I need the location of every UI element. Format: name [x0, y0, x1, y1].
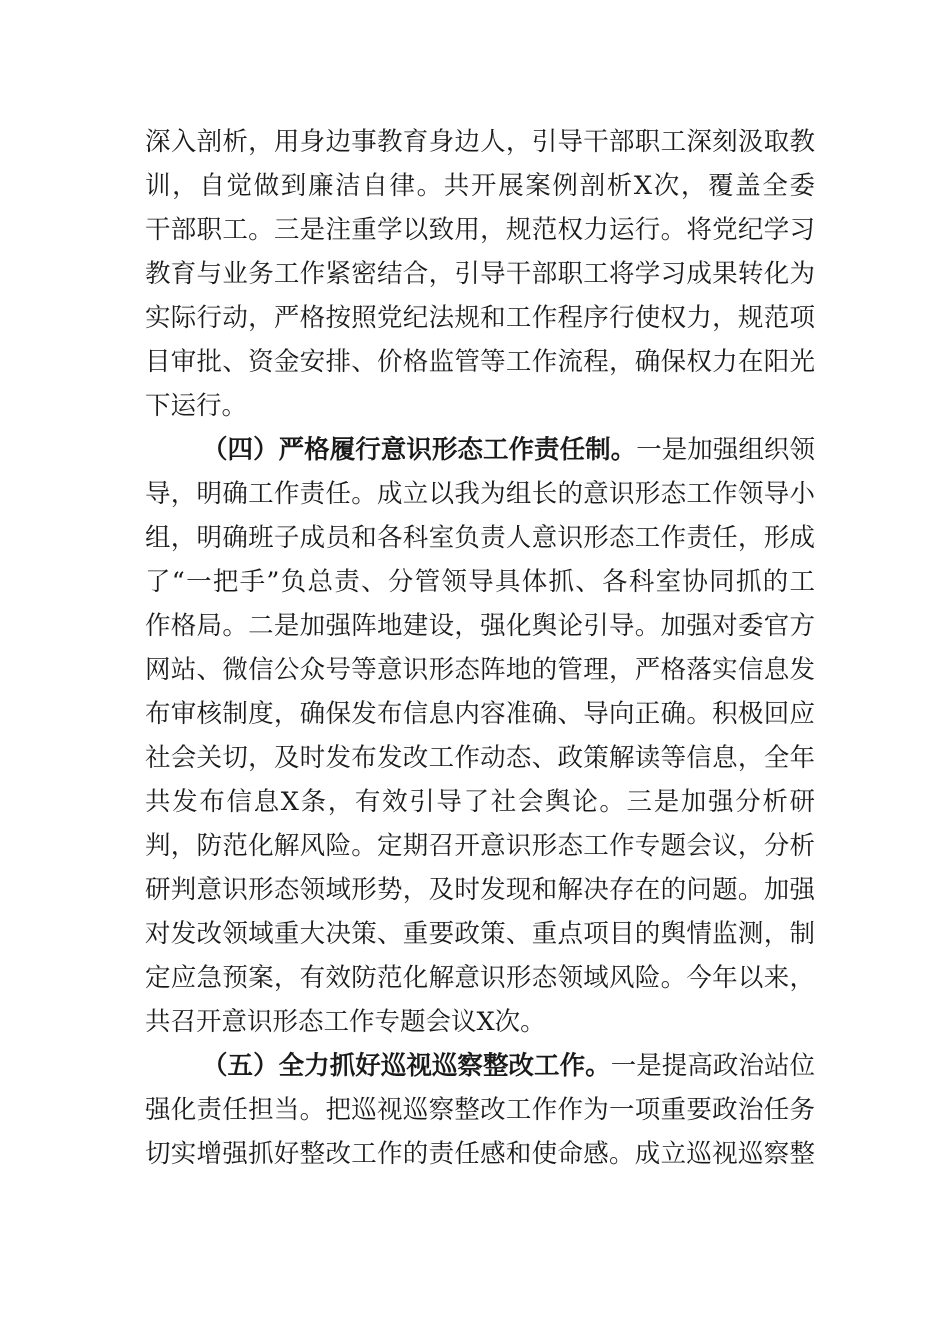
- text-line: [145, 472, 815, 516]
- line-text: 对发改领域重大决策、重要政策、重点项目的舆情监测，制: [145, 919, 815, 949]
- text-line: [145, 956, 815, 1000]
- line-text: 目审批、资金安排、价格监管等工作流程，确保权力在阳光: [145, 347, 815, 377]
- text-line: [145, 560, 815, 604]
- line-text: 下运行。: [145, 391, 248, 421]
- line-text: 实际行动，严格按照党纪法规和工作程序行使权力，规范项: [145, 303, 815, 333]
- text-line: [145, 604, 815, 648]
- line-text: 作格局。二是加强阵地建设，强化舆论引导。加强对委官方: [145, 611, 815, 641]
- line-text: 研判意识形态领域形势，及时发现和解决存在的问题。加强: [145, 875, 815, 905]
- line-text: 了“一把手”负总责、分管领导具体抓、各科室协同抓的工: [145, 567, 815, 597]
- line-text: 导，明确工作责任。成立以我为组长的意识形态工作领导小: [145, 479, 815, 509]
- text-line: [145, 824, 815, 868]
- text-line: [145, 296, 815, 340]
- line-text: 共召开意识形态工作专题会议X次。: [145, 1007, 546, 1037]
- text-line: [145, 780, 815, 824]
- text-line: [145, 120, 815, 164]
- line-text: 组，明确班子成员和各科室负责人意识形态工作责任，形成: [145, 523, 815, 553]
- line-text: 社会关切，及时发布发改工作动态、政策解读等信息，全年: [145, 743, 815, 773]
- line-text: 共发布信息X条，有效引导了社会舆论。三是加强分析研: [145, 787, 815, 817]
- line-text: 训，自觉做到廉洁自律。共开展案例剖析X次，覆盖全委: [145, 171, 815, 201]
- line-text: 干部职工。三是注重学以致用，规范权力运行。将党纪学习: [145, 215, 815, 245]
- text-line: [145, 208, 815, 252]
- text-line: [145, 340, 815, 384]
- section-heading: （四）严格履行意识形态工作责任制。: [202, 435, 637, 465]
- line-text: 网站、微信公众号等意识形态阵地的管理，严格落实信息发: [145, 655, 815, 685]
- body-text: [145, 120, 815, 1176]
- section-heading-line: [145, 428, 815, 472]
- line-text: 深入剖析，用身边事教育身边人，引导干部职工深刻汲取教: [145, 127, 815, 157]
- text-line: [145, 912, 815, 956]
- line-text: 切实增强抓好整改工作的责任感和使命感。成立巡视巡察整: [145, 1139, 815, 1169]
- line-text: 判，防范化解风险。定期召开意识形态工作专题会议，分析: [145, 831, 815, 861]
- text-line: [145, 516, 815, 560]
- text-line: [145, 1088, 815, 1132]
- line-text: 布审核制度，确保发布信息内容准确、导向正确。积极回应: [145, 699, 815, 729]
- text-line: [145, 868, 815, 912]
- text-line: [145, 648, 815, 692]
- line-text: 一是提高政治站位: [610, 1051, 815, 1081]
- text-line: [145, 1000, 815, 1044]
- section-heading: （五）全力抓好巡视巡察整改工作。: [202, 1051, 611, 1081]
- text-line: [145, 736, 815, 780]
- text-line: [145, 692, 815, 736]
- line-text: 定应急预案，有效防范化解意识形态领域风险。今年以来，: [145, 963, 815, 993]
- text-line: [145, 164, 815, 208]
- line-text: 教育与业务工作紧密结合，引导干部职工将学习成果转化为: [145, 259, 815, 289]
- section-heading-line: [145, 1044, 815, 1088]
- line-text: 强化责任担当。把巡视巡察整改工作作为一项重要政治任务: [145, 1095, 815, 1125]
- text-line: [145, 252, 815, 296]
- text-line: [145, 1132, 815, 1176]
- line-text: 一是加强组织领: [636, 435, 815, 465]
- text-line: [145, 384, 815, 428]
